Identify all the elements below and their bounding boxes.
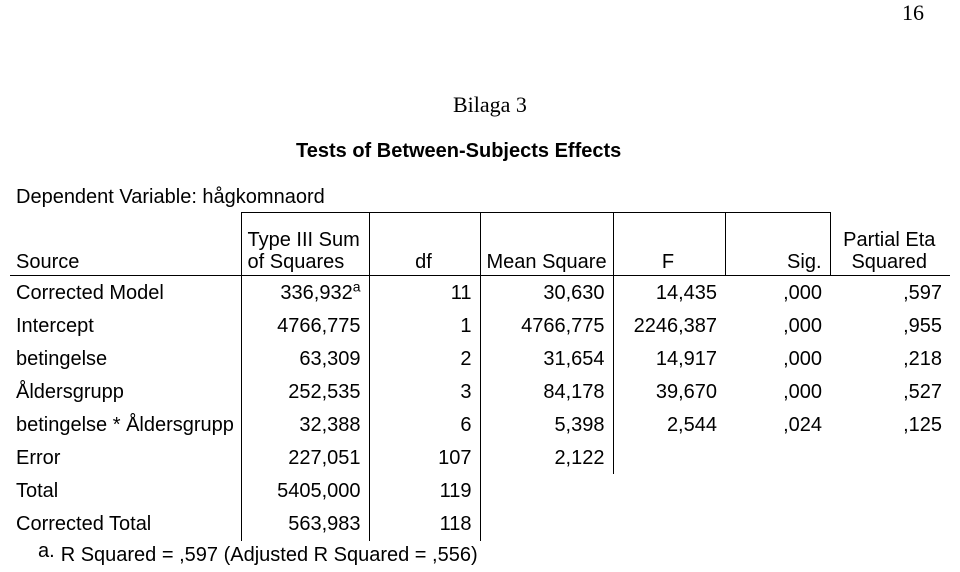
table-row — [10, 375, 950, 408]
row-source: Corrected Total — [16, 513, 152, 535]
cell-df: 119 — [369, 474, 480, 507]
cell-f: 39,670 — [655, 380, 717, 403]
cell-f — [613, 507, 725, 541]
header-df: df — [369, 213, 480, 276]
cell-df: 1 — [369, 309, 480, 342]
header-f: F — [613, 213, 725, 276]
row-source: betingelse * Åldersgrupp — [16, 413, 234, 436]
row-source: Corrected Model — [16, 281, 164, 304]
cell-sig — [725, 474, 830, 507]
footnote-text: R Squared = ,597 (Adjusted R Squared = ,556) — [60, 544, 478, 566]
cell-ss: 4766,775 — [241, 309, 369, 342]
header-sig: Sig. — [725, 213, 830, 276]
cell-eta — [830, 507, 950, 541]
table-row — [10, 441, 950, 474]
header-sum-of-squares: Type III Sum of Squares — [241, 213, 369, 276]
cell-ms: 30,630 — [480, 276, 613, 310]
cell-ms — [480, 507, 613, 541]
table-title: Tests of Between-Subjects Effects — [296, 140, 622, 162]
cell-f: 14,435 — [655, 281, 717, 304]
cell-sig: ,000 — [783, 314, 822, 337]
cell-ms: 84,178 — [480, 375, 613, 408]
cell-sig: ,000 — [783, 281, 822, 304]
cell-sig: ,024 — [783, 413, 822, 436]
dependent-variable-label: Dependent Variable: hågkomnaord — [16, 186, 325, 208]
cell-ms: 4766,775 — [480, 309, 613, 342]
page-number: 16 — [902, 0, 924, 25]
cell-ms — [480, 474, 613, 507]
cell-ss: 336,932$^a$ — [241, 276, 369, 310]
cell-eta — [830, 474, 950, 507]
cell-ms: 31,654 — [480, 342, 613, 375]
row-source: betingelse — [16, 347, 108, 370]
header-source: Source — [10, 213, 241, 276]
cell-ss: 5405,000 — [241, 474, 369, 507]
cell-f — [613, 441, 725, 474]
cell-df: 6 — [369, 408, 480, 441]
row-source: Åldersgrupp — [16, 380, 124, 403]
cell-eta: ,597 — [903, 281, 942, 304]
cell-df: 2 — [369, 342, 480, 375]
table-row — [10, 474, 950, 507]
cell-eta: ,125 — [903, 413, 942, 436]
cell-f: 2,544 — [666, 413, 717, 436]
cell-ss: 252,535 — [241, 375, 369, 408]
cell-ss: 227,051 — [241, 441, 369, 474]
cell-f — [613, 474, 725, 507]
header-partial-eta-squared: Partial Eta Squared — [830, 213, 950, 276]
cell-eta: ,955 — [903, 314, 942, 337]
row-source: Error — [16, 446, 61, 469]
table-row — [10, 408, 950, 441]
row-source: Total — [16, 479, 59, 502]
row-source: Intercept — [16, 314, 94, 337]
cell-sig — [725, 507, 830, 541]
table-row — [10, 309, 950, 342]
appendix-label: Bilaga 3 — [453, 92, 527, 117]
footnote-ref: a — [352, 277, 361, 294]
cell-ms: 2,122 — [480, 441, 613, 474]
cell-sig: ,000 — [783, 380, 822, 403]
cell-df: 11 — [369, 276, 480, 310]
cell-eta: ,527 — [903, 380, 942, 403]
table-row — [10, 342, 950, 375]
table-row — [10, 507, 950, 541]
cell-sig — [725, 441, 830, 474]
header-mean-square: Mean Square — [480, 213, 613, 276]
cell-ss: 32,388 — [241, 408, 369, 441]
anova-table — [10, 212, 950, 541]
cell-sig: ,000 — [783, 347, 822, 370]
cell-ms: 5,398 — [480, 408, 613, 441]
table-footnote — [38, 540, 478, 567]
cell-f: 14,917 — [655, 347, 717, 370]
cell-df: 3 — [369, 375, 480, 408]
cell-eta — [830, 441, 950, 474]
cell-f: 2246,387 — [633, 314, 717, 337]
cell-df: 118 — [369, 507, 480, 541]
cell-ss: 63,309 — [241, 342, 369, 375]
table-row — [10, 276, 950, 310]
cell-df: 107 — [369, 441, 480, 474]
footnote-mark: a. — [38, 540, 55, 562]
cell-eta: ,218 — [903, 347, 942, 370]
header-row — [10, 213, 950, 276]
cell-ss: 563,983 — [241, 507, 369, 541]
